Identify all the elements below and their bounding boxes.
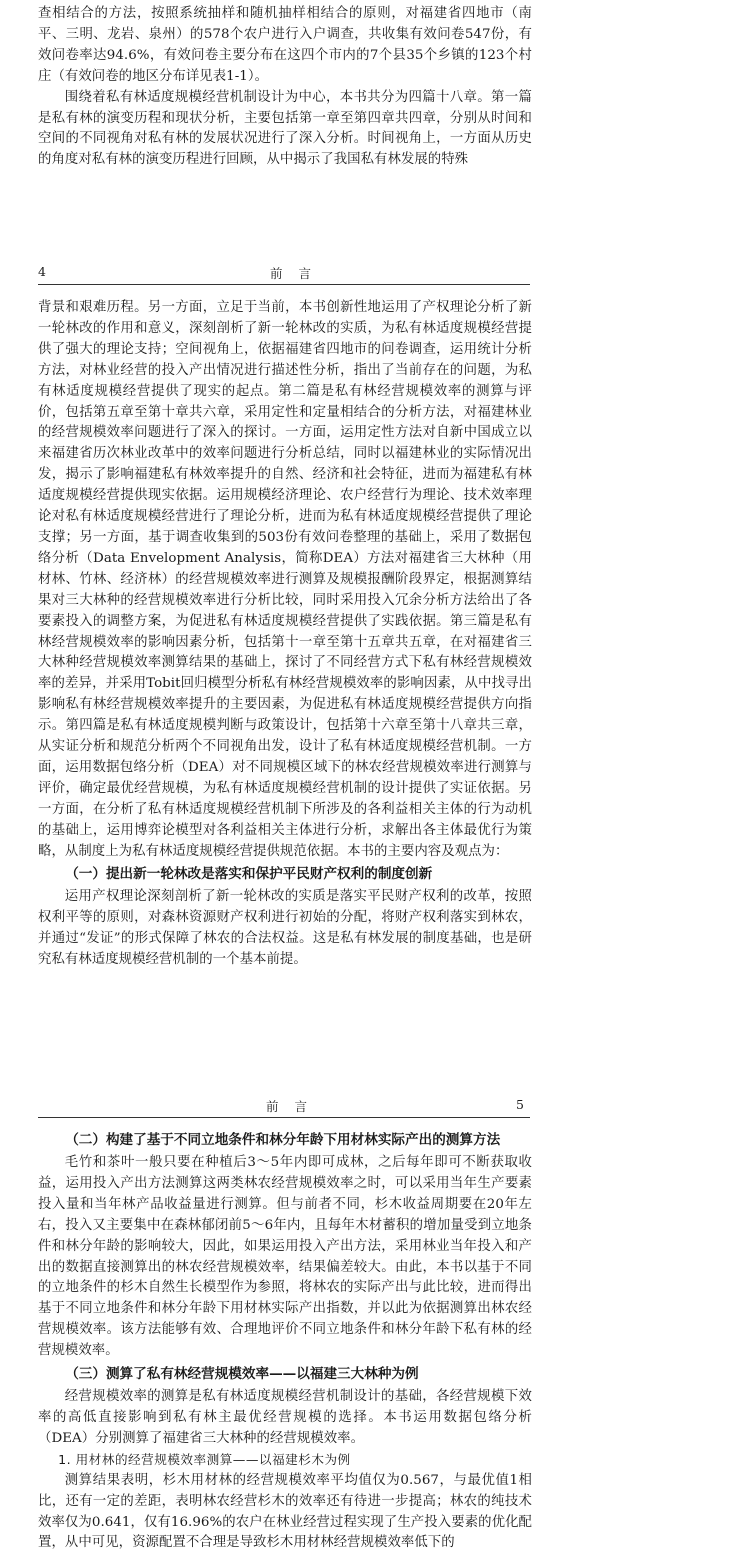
paragraph-continued-background: 背景和艰难历程。另一方面，立足于当前，本书创新性地运用了产权理论分析了新一轮林改的作用和意义，深刻剖析了新一轮林改的实质，为私有林适度规模经营提供了强大的理论支持；空间视角上，依据福建省四地市的问卷调查，运用统计分析方法，对林业经营的投入产出情况进行描述性分析，指出了当前存在的问题，为私有林适度规模经营提供了现实的起点。第二篇是私有林经营规模效率的测算与评价，包括第五章至第十章共六章，采用定性和定量相结合的分析方法，对福建林业的经营规模效率问题进行了深入的探讨。一方面，运用定性方法对自新中国成立以来福建省历次林业改革中的效率问题进行分析总结，同时以福建林业的实际情况出发，揭示了影响福建私有林效率提升的自然、经济和社会特征，进而为福建私有林适度规模经营提供现实依据。运用规模经济理论、农户经营行为理论、技术效率理论对私有林适度规模经营进行了理论分析，进而为私有林适度规模经营提供了理论支撑；另一方面，基于调查收集到的503份有效问卷整理的基础上，采用了数据包络分析（Data Envelopment Analysis，简称DEA）方法对福建省三大林种（用材林、竹林、经济林）的经营规模效率进行测算及规模报酬阶段界定，根据测算结果对三大林种的经营规模效率进行分析比较，同时采用投入冗余分析方法给出了各要素投入的调整方案，为促进私有林适度规模经营提供了实践依据。第三篇是私有林经营规模效率的影响因素分析，包括第十一章至第十五章共五章，在对福建省三大林种经营规模效率测算结果的基础上，探讨了不同经营方式下私有林经营规模效率的差异，并采用Tobit回归模型分析私有林经营规模效率的影响因素，从中找寻出影响私有林经营规模效率提升的主要因素，为促进私有林适度规模经营提供方向指示。第四篇是私有林适度规模判断与政策设计，包括第十六章至第十八章共三章，从实证分析和规范分析两个不同视角出发，设计了私有林适度规模经营机制。一方面，运用数据包络分析（DEA）对不同规模区域下的林农经营规模效率进行测算与评价，确定最优经营规模，为私有林适度规模经营机制的设计提供了实证依据。另一方面，在分析了私有林适度规模经营机制下所涉及的各利益相关主体的行为动机的基础上，运用博弈论模型对各利益相关主体进行分析，求解出各主体最优行为策略，从制度上为私有林适度规模经营提供规范依据。本书的主要内容及观点为： (38, 300, 532, 859)
heading-point-2: （二）构建了基于不同立地条件和林分年龄下用材林实际产出的测算方法 (65, 1132, 501, 1148)
page-section-1 (38, 4, 532, 171)
paragraph-measurement-method: 毛竹和茶叶一般只要在种植后3～5年内即可成林，之后每年即可不断获取收益，运用投入产出方法测算这两类林农经营规模效率之时，可以采用当年生产要素投入量和当年林产品收益量进行测算。但与前者不同，杉木收益周期要在20年左右，投入又主要集中在森林郁闭前5～6年内，且每年木材蓄积的增加量受到立地条件和林分年龄的影响较大，因此，如果运用投入产出方法，采用林业当年投入和产出的数据直接测算出的林农经营规模效率，结果偏差较大。由此，本书以基于不同的立地条件的杉木自然生长模型作为参照，将林农的实际产出与此比较，进而得出基于不同立地条件和林分年龄下用材林实际产出指数，并以此为依据测算出林农经营规模效率。该方法能够有效、合理地评价不同立地条件和林分年龄下私有林的经营规模效率。 (38, 1155, 532, 1359)
page-section-2 (38, 298, 532, 971)
running-title: 前 言 (270, 266, 317, 281)
page-header-4 (38, 262, 530, 285)
paragraph-survey-method: 查相结合的方法，按照系统抽样和随机抽样相结合的原则，对福建省四地市（南平、三明、龙岩、泉州）的578个农户进行入户调查，共收集有效问卷547份，有效问卷率达94.6%，有效问卷主要分布在这四个市内的7个县35个乡镇的123个村庄（有效问卷的地区分布详见表1-1）。 (38, 6, 532, 84)
page-header-5 (38, 1095, 530, 1118)
paragraph-book-structure: 围绕着私有林适度规模经营机制设计为中心，本书共分为四篇十八章。第一篇是私有林的演变历程和现状分析，主要包括第一章至第四章共四章，分别从时间和空间的不同视角对私有林的发展状况进行了深入分析。时间视角上，一方面从历史的角度对私有林的演变历程进行回顾，从中揭示了我国私有林发展的特殊 (38, 89, 532, 168)
paragraph-results: 测算结果表明，杉木用材林的经营规模效率平均值仅为0.567，与最优值1相比，还有一定的差距，表明林农经营杉木的效率还有待进一步提高；林农的纯技术效率仅为0.641，仅有16.96%的农户在林业经营过程实现了生产投入要素的优化配置，从中可见，资源配置不合理是导致杉木用材林经营规模效率低下的 (38, 1472, 532, 1551)
paragraph-efficiency-measurement: 经营规模效率的测算是私有林适度规模经营机制设计的基础，各经营规模下效率的高低直接影响到私有林主最优经营规模的选择。本书运用数据包络分析（DEA）分别测算了福建省三大林种的经营规模效率。 (38, 1389, 532, 1446)
subheading-timber-forest: 1. 用材林的经营规模效率测算——以福建杉木为例 (58, 1451, 351, 1467)
paragraph-property-rights: 运用产权理论深刻剖析了新一轮林改的实质是落实平民财产权利的改革，按照权利平等的原则，对森林资源财产权利进行初始的分配，将财产权利落实到林农，并通过“发证”的形式保障了林农的合法权益。这是私有林发展的制度基础，也是研究私有林适度规模经营机制的一个基本前提。 (38, 889, 532, 968)
page-number: 5 (516, 1097, 524, 1112)
page-number: 4 (38, 264, 46, 279)
heading-point-3: （三）测算了私有林经营规模效率——以福建三大林种为例 (65, 1366, 419, 1383)
running-title: 前 言 (266, 1099, 313, 1114)
page-section-3 (38, 1128, 532, 1554)
heading-point-1: （一）提出新一轮林改是落实和保护平民财产权利的制度创新 (65, 866, 433, 883)
